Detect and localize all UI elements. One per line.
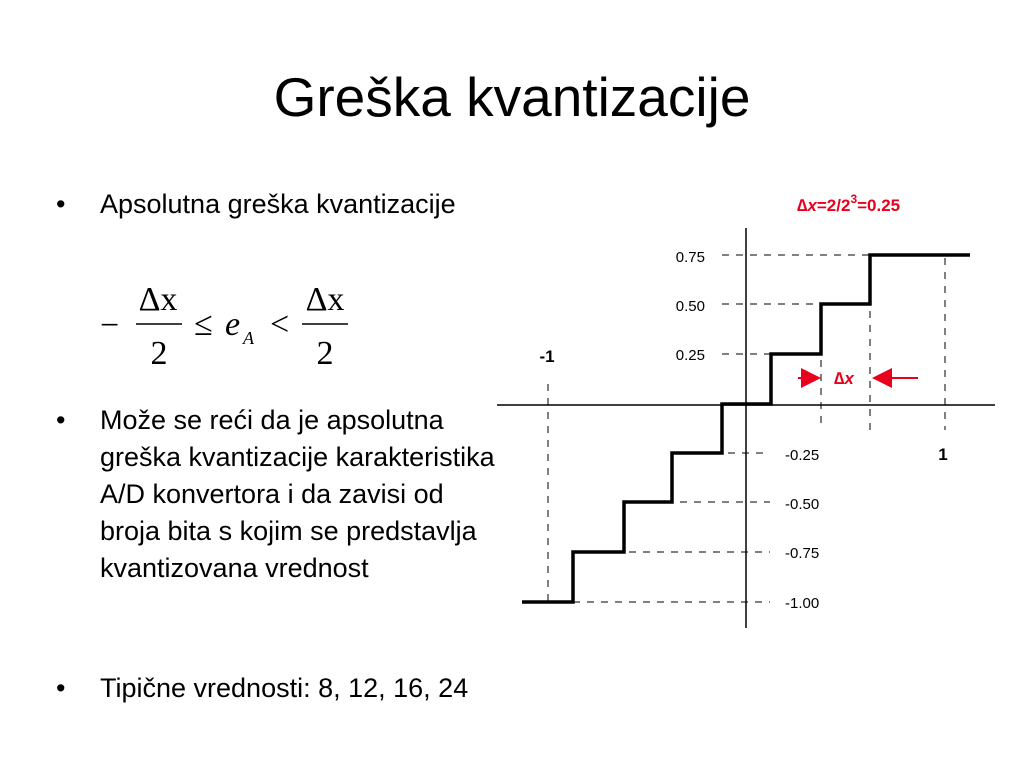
formula-rest: =2/2 xyxy=(816,196,851,215)
formula-minus: − xyxy=(100,307,120,344)
x-tick-label-neg1: -1 xyxy=(539,347,555,366)
tick-label-m100: -1.00 xyxy=(785,595,820,612)
step-size-formula xyxy=(797,192,900,215)
delta-symbol: ∆ xyxy=(797,196,808,215)
tick-label-m075: -0.75 xyxy=(785,545,820,562)
bullet-text: Tipične vrednosti: 8, 12, 16, 24 xyxy=(100,673,469,703)
tick-label-m050: -0.50 xyxy=(785,496,820,513)
formula-value: =0.25 xyxy=(857,196,901,215)
bullet-text: Može se reći da je apsolutna greška kvantizacije karakteristika A/D konvertora i da zavisi od broja bita s kojim se predstavlja kvantizovana vrednost xyxy=(100,405,495,583)
tick-label-050: 0.50 xyxy=(675,298,705,315)
formula-numerator-right: Δx xyxy=(305,281,345,318)
tick-label-m025: -0.25 xyxy=(785,447,820,464)
dx-label xyxy=(834,369,855,388)
formula-leq: ≤ xyxy=(194,306,213,343)
dx-x: x xyxy=(844,369,854,388)
dx-delta: ∆ xyxy=(834,369,845,388)
tick-label-025: 0.25 xyxy=(675,347,705,364)
bullet-symbol: • xyxy=(56,189,66,219)
formula-exponent: 3 xyxy=(850,192,858,206)
formula-denominator-right: 2 xyxy=(316,335,334,372)
formula-subscript: A xyxy=(243,328,254,348)
x-tick-label-pos1: 1 xyxy=(938,445,948,464)
page-title: Greška kvantizacije xyxy=(273,66,751,128)
formula-denominator-left: 2 xyxy=(150,335,168,372)
bullet-symbol: • xyxy=(56,673,66,703)
formula-numerator-left: Δx xyxy=(138,281,178,318)
x-symbol: x xyxy=(807,196,817,215)
formula-lt: < xyxy=(270,306,290,343)
tick-label-075: 0.75 xyxy=(675,249,705,266)
bullet-text: Apsolutna greška kvantizacije xyxy=(100,189,456,219)
bullet-symbol: • xyxy=(56,405,66,435)
formula-e: e xyxy=(225,306,241,343)
